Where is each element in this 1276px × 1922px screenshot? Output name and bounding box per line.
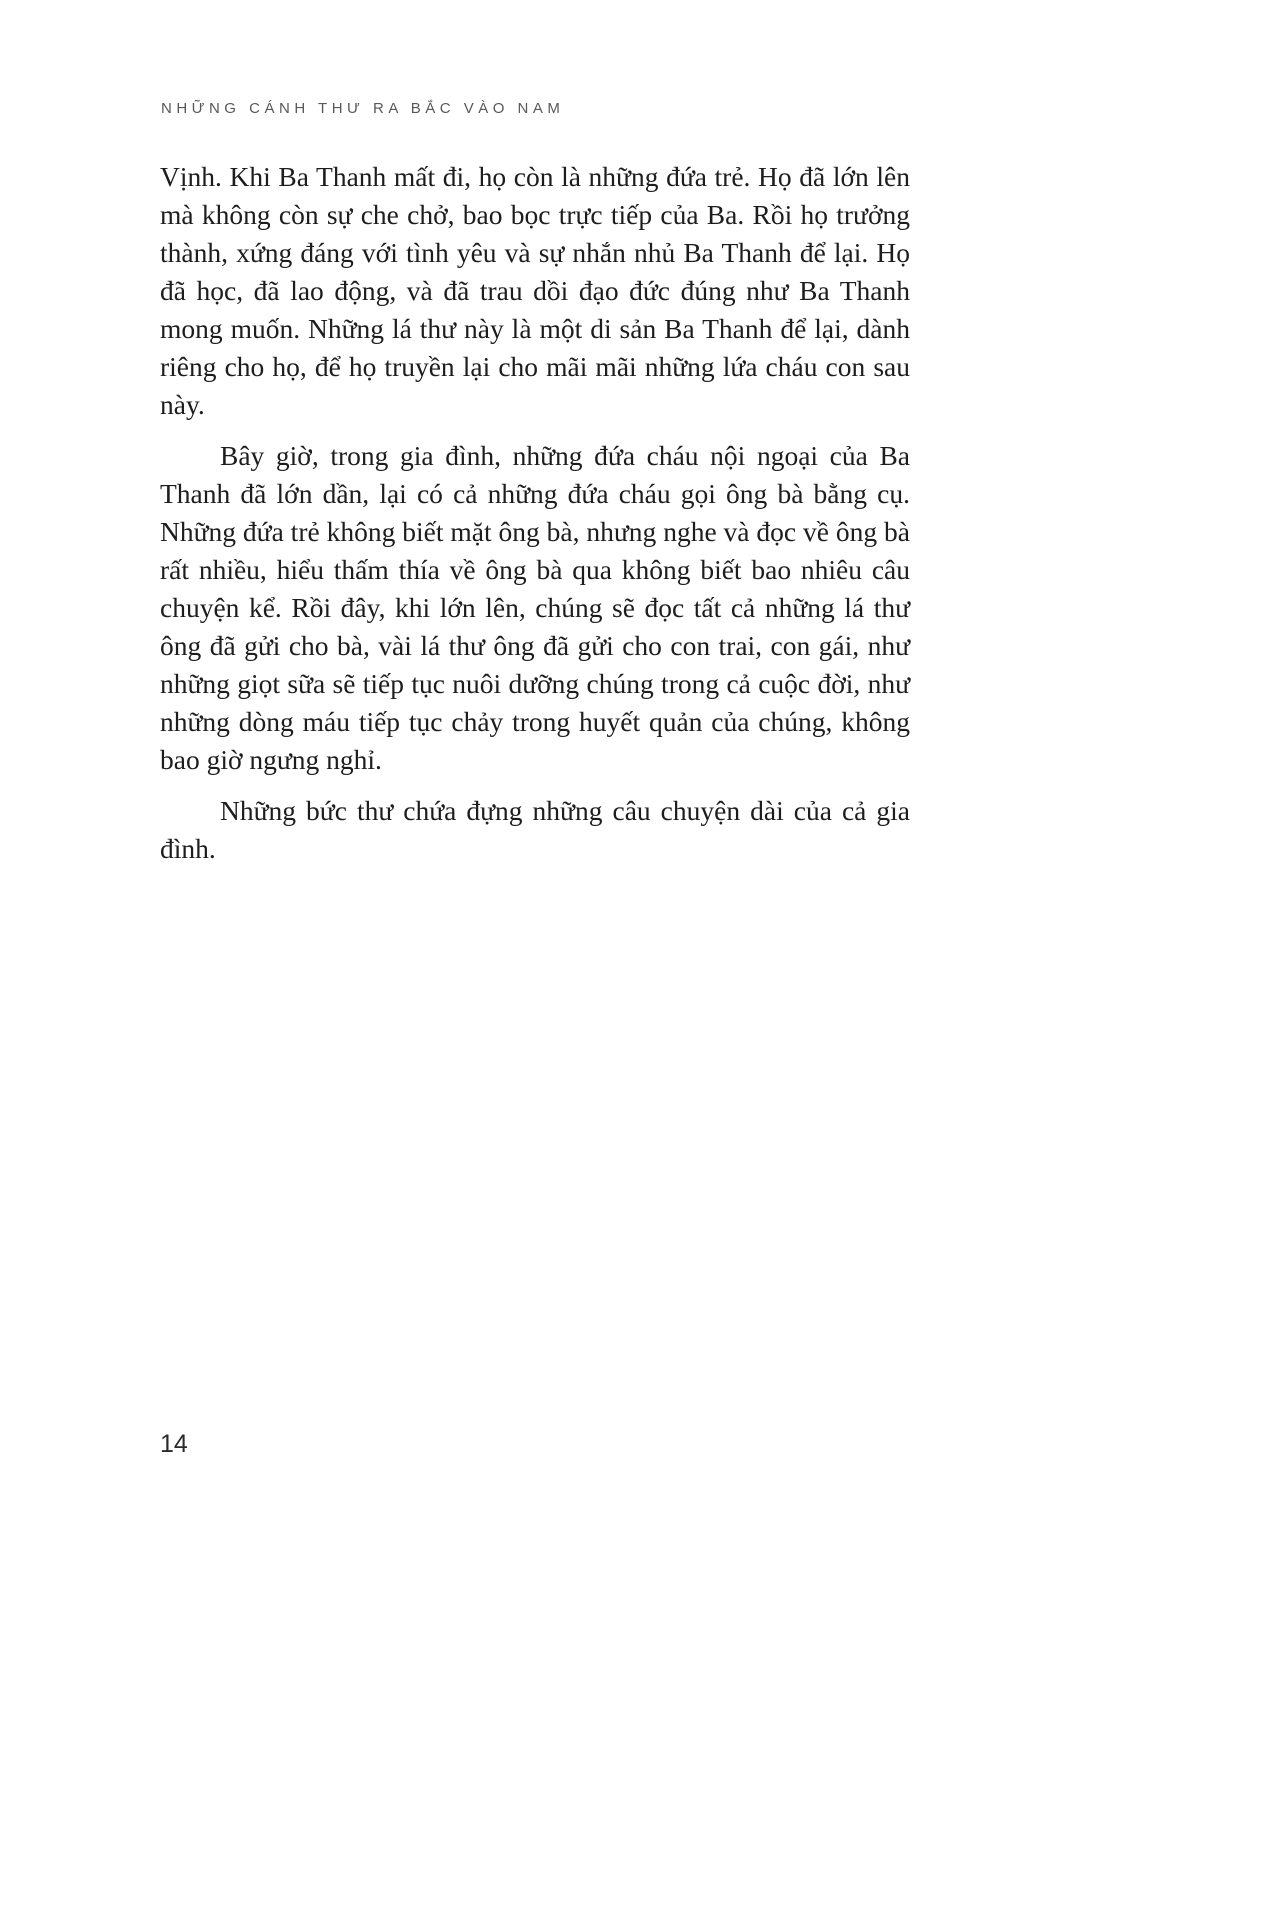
page-number: 14 bbox=[160, 1430, 188, 1458]
paragraph: Những bức thư chứa đựng những câu chuyện dài của cả gia đình. bbox=[160, 795, 910, 864]
paragraph: Vịnh. Khi Ba Thanh mất đi, họ còn là những đứa trẻ. Họ đã lớn lên mà không còn sự che chở, bao bọc trực tiếp của Ba. Rồi họ trưởng thành, xứng đáng với tình yêu và sự nhắn nhủ Ba Thanh để lại. Họ đã học, đã lao động, và đã trau dồi đạo đức đúng như Ba Thanh mong muốn. Những lá thư này là một di sản Ba Thanh để lại, dành riêng cho họ, để họ truyền lại cho mãi mãi những lứa cháu con sau này. bbox=[160, 161, 910, 420]
paragraph: Bây giờ, trong gia đình, những đứa cháu nội ngoại của Ba Thanh đã lớn dần, lại có cả những đứa cháu gọi ông bà bằng cụ. Những đứa trẻ không biết mặt ông bà, nhưng nghe và đọc về ông bà rất nhiều, hiểu thấm thía về ông bà qua không biết bao nhiêu câu chuyện kể. Rồi đây, khi lớn lên, chúng sẽ đọc tất cả những lá thư ông đã gửi cho bà, vài lá thư ông đã gửi cho con trai, con gái, như những giọt sữa sẽ tiếp tục nuôi dưỡng chúng trong cả cuộc đời, như những dòng máu tiếp tục chảy trong huyết quản của chúng, không bao giờ ngưng nghỉ. bbox=[160, 440, 910, 775]
running-header: NHỮNG CÁNH THƯ RA BẮC VÀO NAM bbox=[161, 100, 565, 117]
body-text bbox=[160, 158, 910, 881]
